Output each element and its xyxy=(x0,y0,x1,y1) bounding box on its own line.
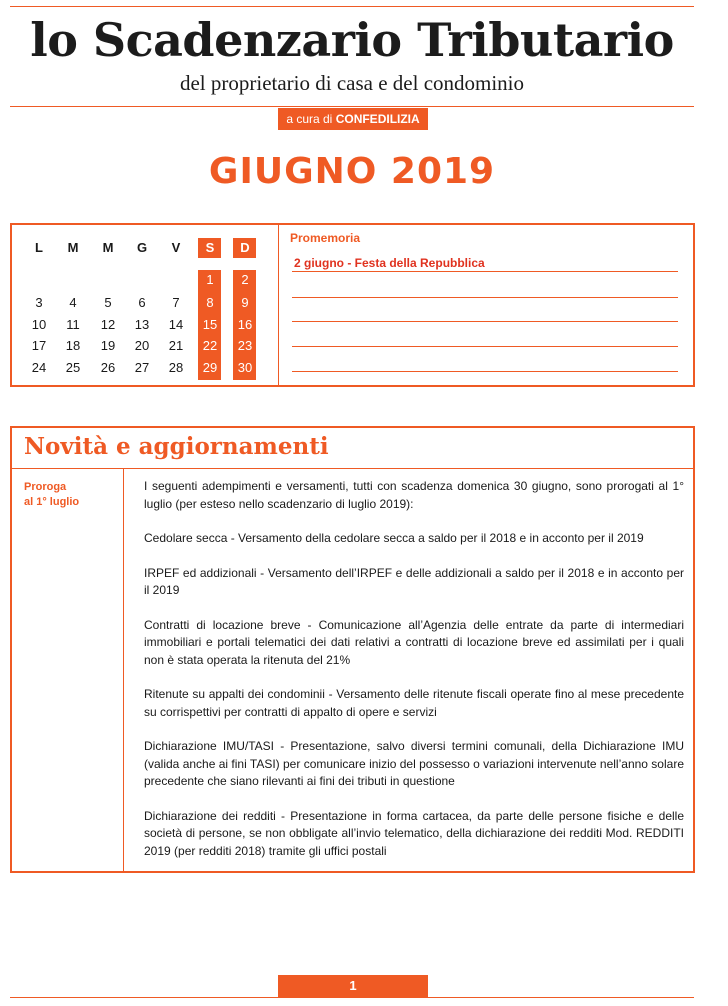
side-label xyxy=(24,480,79,510)
news-title: Novità e aggiornamenti xyxy=(24,433,329,460)
news-paragraph: Cedolare secca - Versamento della cedolare secca a saldo per il 2018 e in acconto per il 2019 xyxy=(144,531,644,545)
side-label-line: Proroga xyxy=(24,481,67,493)
calendar-divider xyxy=(278,225,279,385)
calendar-day: 11 xyxy=(66,317,80,332)
news-paragraph: IRPEF ed addizionali - Versamento dell’IRPEF e delle addizionali a saldo per il 2018 e in acconto per il 2019 xyxy=(144,565,684,597)
news-body xyxy=(144,478,684,877)
calendar-day: 4 xyxy=(69,295,77,310)
calendar-day: 16 xyxy=(237,317,253,332)
calendar-day: 10 xyxy=(31,317,47,332)
side-label-line: al 1° luglio xyxy=(24,496,80,508)
calendar-day: 2 xyxy=(241,272,249,287)
calendar-day: 12 xyxy=(100,317,116,332)
news-paragraph: Dichiarazione dei redditi - Presentazione in forma cartacea, da parte delle persone fisiche e delle società di persone, se non obbligate all’invio telematico, della dichiarazione dei redditi Mod. REDDITI 2019 (per redditi 2018) tramite gli uffici postali xyxy=(144,808,684,858)
news-panel xyxy=(10,426,695,873)
curator-badge xyxy=(278,108,428,130)
top-rule xyxy=(10,6,694,7)
weekday-header: G xyxy=(136,240,148,255)
weekday-header: V xyxy=(171,240,181,255)
calendar-day: 19 xyxy=(100,338,116,353)
curator-prefix: a cura di xyxy=(286,112,333,126)
news-paragraph: Ritenute su appalti dei condominii - Versamento delle ritenute fiscali operate fino al mese precedente su corrispettivi per contratti di appalto di opere e servizi xyxy=(144,687,684,719)
calendar-day: 14 xyxy=(168,317,184,332)
calendar-day: 30 xyxy=(237,360,253,375)
memo-line xyxy=(292,321,678,322)
page-number: 1 xyxy=(278,975,428,997)
memo-line xyxy=(292,271,678,272)
calendar-day: 15 xyxy=(202,317,218,332)
calendar-day: 5 xyxy=(104,295,112,310)
memo-line xyxy=(292,297,678,298)
calendar-day: 27 xyxy=(134,360,150,375)
weekday-header: D xyxy=(240,240,250,255)
calendar-day: 7 xyxy=(172,295,180,310)
calendar-day: 28 xyxy=(168,360,184,375)
calendar-day: 1 xyxy=(206,272,214,287)
calendar-day: 18 xyxy=(65,338,81,353)
footer-rule xyxy=(10,997,694,998)
memo-line xyxy=(292,371,678,372)
calendar-day: 9 xyxy=(241,295,249,310)
calendar-day: 29 xyxy=(202,360,218,375)
news-paragraph: Dichiarazione IMU/TASI - Presentazione, salvo diversi termini comunali, della Dichiarazione IMU (valida anche ai fini TASI) per comunicare inizio del possesso o variazioni intervenute nell’anno solare precedente che siano rilevanti ai fini dei tributi in questione xyxy=(144,739,684,788)
news-column-divider xyxy=(123,469,124,871)
calendar-day: 3 xyxy=(35,295,43,310)
weekday-header: L xyxy=(35,240,43,255)
memo-line xyxy=(292,346,678,347)
calendar-day: 8 xyxy=(206,295,214,310)
news-title-rule xyxy=(12,468,693,469)
curator-name: CONFEDILIZIA xyxy=(335,112,420,126)
weekday-header: S xyxy=(205,240,215,255)
header-rule xyxy=(10,106,694,107)
subtitle: del proprietario di casa e del condominio xyxy=(179,71,525,95)
main-title: lo Scadenzario Tributario xyxy=(30,13,674,67)
calendar-day: 21 xyxy=(168,338,184,353)
calendar-day: 25 xyxy=(65,360,81,375)
calendar-day: 23 xyxy=(237,338,253,353)
memo-entry: 2 giugno - Festa della Repubblica xyxy=(294,256,485,270)
calendar-day: 20 xyxy=(134,338,150,353)
calendar-day: 13 xyxy=(134,317,150,332)
calendar-day: 26 xyxy=(100,360,116,375)
calendar-day: 6 xyxy=(138,295,146,310)
weekday-header: M xyxy=(67,240,79,255)
calendar-day: 22 xyxy=(202,338,218,353)
month-title: GIUGNO 2019 xyxy=(208,151,496,192)
calendar-day: 24 xyxy=(31,360,47,375)
calendar-day: 17 xyxy=(31,338,47,353)
calendar-panel xyxy=(10,223,695,387)
memo-title: Promemoria xyxy=(290,231,361,245)
news-paragraph: Contratti di locazione breve - Comunicazione all’Agenzia delle entrate da parte di intermediari immobiliari e portali telematici dei dati relativi a contratti di locazione breve ed assimilati per i quali non è stata operata la ritenuta del 21% xyxy=(144,617,684,667)
news-paragraph: I seguenti adempimenti e versamenti, tutti con scadenza domenica 30 giugno, sono prorogati al 1° luglio (per esteso nello scadenzario di luglio 2019): xyxy=(144,479,684,511)
weekday-header: M xyxy=(102,240,114,255)
